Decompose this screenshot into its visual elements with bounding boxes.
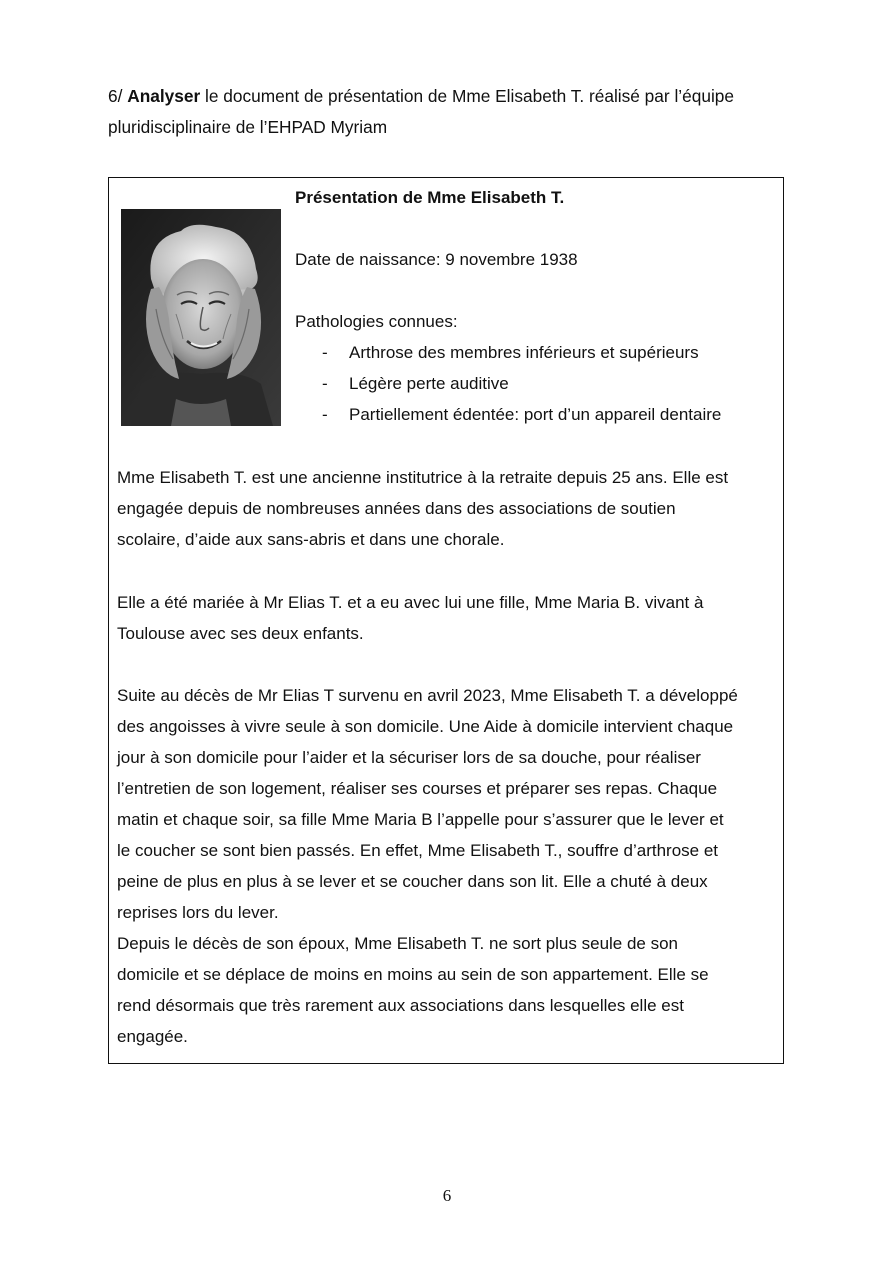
text-line: Depuis le décès de son époux, Mme Elisabeth T. ne sort plus seule de son [117,934,679,953]
date-of-birth: Date de naissance: 9 novembre 1938 [295,250,578,269]
pathology-item: Arthrose des membres inférieurs et supérieurs [349,343,699,362]
text-line: engagée. [117,1027,188,1046]
paragraph-family [117,587,777,649]
bullet-dash-2: - [322,374,328,393]
text-line: engagée depuis de nombreuses années dans des associations de soutien [117,499,676,518]
text-line: jour à son domicile pour l’aider et la sécuriser lors de sa douche, pour réaliser [117,748,701,767]
pathology-item: Partiellement édentée: port d’un appareil dentaire [349,405,722,424]
text-line: peine de plus en plus à se lever et se coucher dans son lit. Elle a chuté à deux [117,872,708,891]
text-line: domicile et se déplace de moins en moins au sein de son appartement. Elle se [117,965,709,984]
pathologies-heading: Pathologies connues: [295,312,458,331]
paragraph-background [117,462,777,555]
text-line: scolaire, d’aide aux sans-abris et dans une chorale. [117,530,505,549]
text-line: Elle a été mariée à Mr Elias T. et a eu avec lui une fille, Mme Maria B. vivant à [117,593,704,612]
text-line: des angoisses à vivre seule à son domicile. Une Aide à domicile intervient chaque [117,717,734,736]
question-number: 6/ [108,86,128,106]
text-line: reprises lors du lever. [117,903,279,922]
bullet-dash-1: - [322,343,328,362]
text-line: Toulouse avec ses deux enfants. [117,624,364,643]
profile-title: Présentation de Mme Elisabeth T. [295,188,565,207]
paragraph-situation [117,680,777,1052]
text-line: matin et chaque soir, sa fille Mme Maria B l’appelle pour s’assurer que le lever et [117,810,724,829]
text-line: l’entretien de son logement, réaliser ses courses et préparer ses repas. Chaque [117,779,718,798]
text-line: le coucher se sont bien passés. En effet, Mme Elisabeth T., souffre d’arthrose et [117,841,719,860]
pathology-item: Légère perte auditive [349,374,509,393]
question-text: le document de présentation de Mme Elisabeth T. réalisé par l’équipe [200,86,735,106]
bullet-dash-3: - [322,405,328,424]
text-line: Suite au décès de Mr Elias T survenu en avril 2023, Mme Elisabeth T. a développé [117,686,738,705]
question-verb: Analyser [127,86,201,106]
text-line: Mme Elisabeth T. est une ancienne institutrice à la retraite depuis 25 ans. Elle est [117,468,729,487]
text-line: rend désormais que très rarement aux associations dans lesquelles elle est [117,996,684,1015]
portrait-photo [121,209,281,426]
page-number: 6 [442,1186,452,1205]
question-line-1 [108,81,734,112]
question-line-2: pluridisciplinaire de l’EHPAD Myriam [108,117,388,137]
